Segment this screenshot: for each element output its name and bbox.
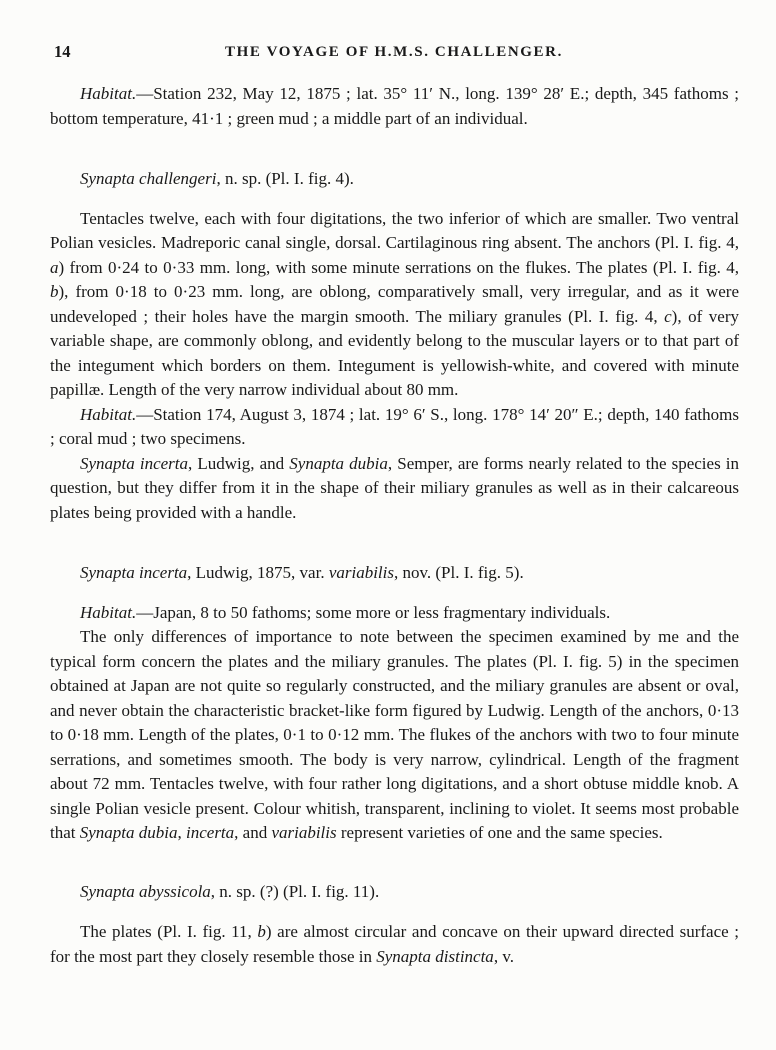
- species-heading-synapta-incerta-variabilis: Synapta incerta, Ludwig, 1875, var. variabilis, nov. (Pl. I. fig. 5).: [80, 563, 524, 582]
- paragraph-abyssicola-description: The plates (Pl. I. fig. 11, b) are almost circular and concave on their upward directed surface ; for the most part they closely resemble those in Synapta distincta, v.: [50, 922, 739, 966]
- paragraph-challengeri-description: Tentacles twelve, each with four digitations, the two inferior of which are smaller. Two ventral Polian vesicles. Madreporic canal single, dorsal. Cartilaginous ring absent. The anchors (Pl. I. fig. 4, a) from 0·24 to 0·33 mm. long, with some minute serrations on the flukes. The plates (Pl. I. fig. 4, b), from 0·18 to 0·23 mm. long, are oblong, comparatively small, very irregular, and as it were undeveloped ; their holes have the margin smooth. The miliary granules (Pl. I. fig. 4, c), of very variable shape, are commonly oblong, and evidently belong to the muscular layers or to that part of the integument which borders on them. Integument is yellowish-white, and covered with minute papillæ. Length of the very narrow individual about 80 mm.: [50, 208, 739, 399]
- species-heading-synapta-abyssicola: Synapta abyssicola, n. sp. (?) (Pl. I. fig. 11).: [80, 881, 380, 901]
- running-head-title: THE VOYAGE OF H.M.S. CHALLENGER.: [225, 44, 563, 60]
- paragraph-habitat-station-232: Habitat.—Station 232, May 12, 1875 ; lat. 35° 11′ N., long. 139° 28′ E.; depth, 345 fathoms ; bottom temperature, 41·1 ; green mud ; a middle part of an individual.: [50, 84, 739, 128]
- paragraph-habitat-station-174: Habitat.—Station 174, August 3, 1874 ; lat. 19° 6′ S., long. 178° 14′ 20″ E.; depth, 140 fathoms ; coral mud ; two specimens.: [50, 404, 739, 448]
- paragraph-habitat-japan: Habitat.—Japan, 8 to 50 fathoms; some more or less fragmentary individuals.: [80, 602, 611, 622]
- paragraph-incerta-dubia-comparison: Synapta incerta, Ludwig, and Synapta dubia, Semper, are forms nearly related to the species in question, but they differ from it in the shape of their miliary granules as well as in their calcareous plates being provided with a handle.: [50, 453, 740, 522]
- species-heading-synapta-challengeri: Synapta challengeri, n. sp. (Pl. I. fig. 4).: [80, 169, 354, 188]
- page-number: 14: [54, 42, 71, 61]
- paragraph-variabilis-description: The only differences of importance to note between the specimen examined by me and the typical form concern the plates and the miliary granules. The plates (Pl. I. fig. 5) in the specimen obtained at Japan are not quite so regularly constructed, and the miliary granules are absent or oval, and never obtain the characteristic bracket-like form figured by Ludwig. Length of the anchors, 0·13 to 0·18 mm. Length of the plates, 0·1 to 0·12 mm. The flukes of the anchors with two to four minute serrations, and sometimes smooth. The body is very narrow, cylindrical. Length of the fragment about 72 mm. Tentacles twelve, with four rather long digitations, and a short obtuse middle knob. A single Polian vesicle present. Colour whitish, transparent, inclining to violet. It seems most probable that Synapta dubia, incerta, and variabilis represent varieties of one and the same species.: [50, 627, 739, 842]
- running-header: [50, 40, 738, 62]
- page-text-block: [50, 82, 739, 969]
